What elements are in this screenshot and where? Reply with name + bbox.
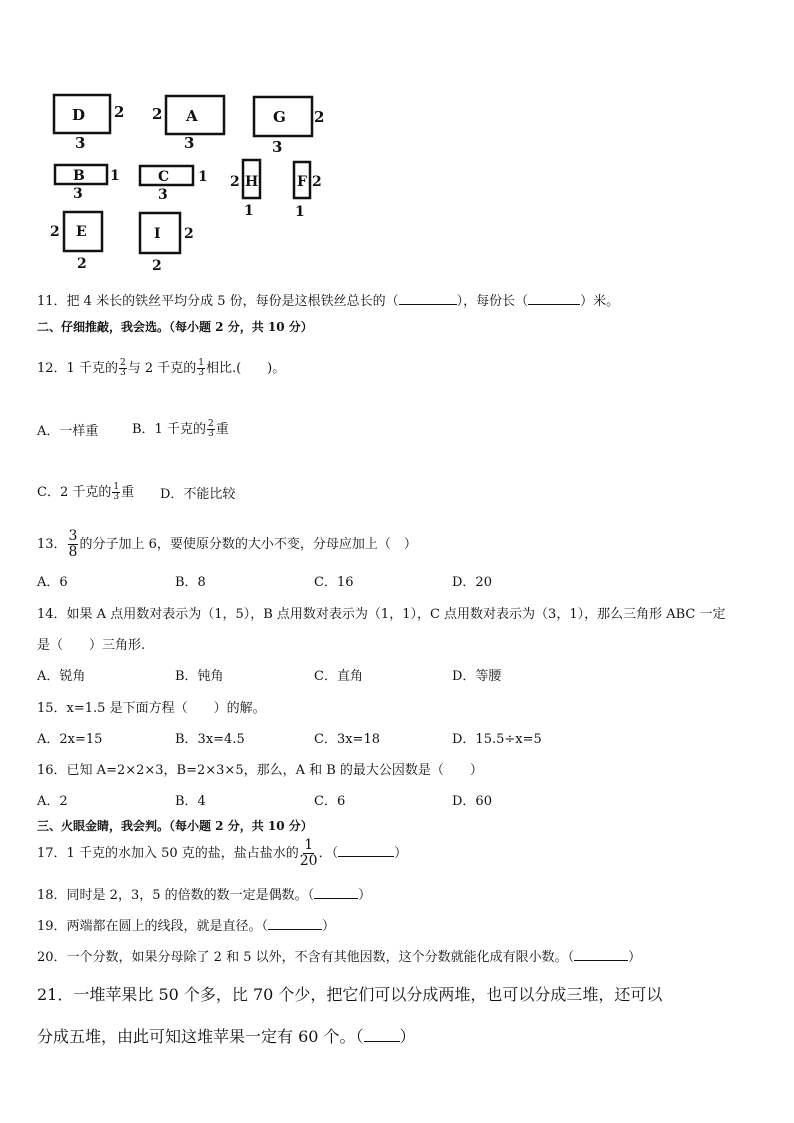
question-13: 13． $\frac{3}{8}$ 的分子加上 6，要使原分数的大小不变，分母应加上（ ） [37, 528, 417, 560]
question-17: 17．1 千克的水加入 50 克的盐，盐占盐水的 $\frac{1}{20}$ ．（ ） [37, 837, 408, 869]
rect-label: D [72, 106, 86, 124]
rect-bottom-length: 3 [75, 134, 86, 152]
option-c[interactable]: C．2 千克的 $\frac{1}{3}$ 重 [37, 482, 135, 502]
answer-blank[interactable] [364, 1027, 400, 1042]
rect-bottom-length: 3 [158, 187, 168, 203]
rect-bottom-length: 1 [295, 204, 305, 220]
question-14-line2: 是（ ）三角形. [37, 638, 146, 653]
rect-f [294, 162, 322, 220]
fraction: $\frac{2}{3}$ [119, 358, 126, 378]
rect-side-length: 2 [312, 174, 322, 190]
answer-blank[interactable] [268, 917, 322, 930]
option-d[interactable]: D．15.5÷x=5 [452, 732, 542, 747]
fraction: $\frac{1}{3}$ [113, 482, 120, 502]
rect-bottom-length: 1 [244, 203, 254, 219]
answer-blank[interactable] [338, 844, 394, 857]
option-a[interactable]: A．2x=15 [37, 732, 103, 747]
question-12: 12．1 千克的 $\frac{2}{3}$ 与 2 千克的 $\frac{1}{3}$ 相比.( )。 [37, 358, 286, 378]
fraction: $\frac{3}{8}$ [68, 528, 78, 560]
option-a[interactable]: A．一样重 [37, 424, 99, 439]
question-20: 20．一个分数，如果分母除了 2 和 5 以外，不含有其他因数，这个分数就能化成有限小数。（ ） [37, 950, 642, 965]
rect-label: B [73, 168, 85, 184]
rect-label: C [158, 169, 170, 185]
answer-blank[interactable] [399, 292, 457, 305]
rect-a [152, 96, 224, 152]
rect-label: A [186, 107, 198, 125]
rect-side-length: 2 [230, 174, 240, 190]
rect-g [254, 97, 324, 156]
question-11: 11．把 4 米长的铁丝平均分成 5 份，每份是这根铁丝总长的（ ），每份长（ ）米。 [37, 294, 620, 309]
option-a[interactable]: A．锐角 [37, 669, 86, 684]
option-d[interactable]: D．等腰 [452, 669, 502, 684]
question-18: 18．同时是 2，3，5 的倍数的数一定是偶数。（ ） [37, 888, 372, 903]
rect-bottom-length: 3 [272, 138, 283, 156]
option-b[interactable]: B．3x=4.5 [175, 732, 245, 747]
rect-side-length: 1 [110, 168, 120, 184]
fraction: $\frac{2}{3}$ [207, 419, 214, 439]
rect-c [140, 166, 208, 203]
question-21-line1: 21．一堆苹果比 50 个多，比 70 个少，把它们可以分成两堆，也可以分成三堆，还可以 [37, 985, 663, 1004]
rect-side-length: 2 [152, 105, 163, 123]
option-c[interactable]: C．16 [314, 575, 354, 590]
rectangles-figure [0, 0, 360, 280]
rect-side-length: 2 [50, 224, 60, 240]
rect-side-length: 2 [184, 226, 194, 242]
fraction: $\frac{1}{20}$ [299, 837, 318, 869]
option-b[interactable]: B．8 [175, 575, 206, 590]
option-a[interactable]: A．2 [37, 794, 68, 809]
rect-bottom-length: 3 [184, 134, 195, 152]
rect-side-length: 2 [114, 103, 125, 121]
option-d[interactable]: D．不能比较 [160, 487, 236, 502]
rect-label: E [76, 224, 87, 240]
answer-blank[interactable] [314, 886, 358, 899]
rect-bottom-length: 2 [152, 258, 162, 274]
section-title-3: 三、火眼金睛，我会判。（每小题 2 分，共 10 分） [37, 819, 313, 833]
rect-label: G [273, 108, 286, 126]
rect-i [140, 213, 194, 274]
answer-blank[interactable] [574, 948, 628, 961]
rect-bottom-length: 2 [77, 256, 87, 272]
question-14-line1: 14．如果 A 点用数对表示为（1，5），B 点用数对表示为（1，1），C 点用数对表示为（3，1），那么三角形 ABC 一定 [37, 607, 726, 622]
option-a[interactable]: A．6 [37, 575, 68, 590]
option-d[interactable]: D．60 [452, 794, 492, 809]
rect-label: F [297, 174, 307, 190]
rect-bottom-length: 3 [73, 186, 83, 202]
option-b[interactable]: B．4 [175, 794, 206, 809]
rect-h [230, 160, 260, 219]
fraction: $\frac{1}{3}$ [198, 358, 204, 378]
question-19: 19．两端都在圆上的线段，就是直径。（ ） [37, 919, 336, 934]
question-15: 15．x=1.5 是下面方程（ ）的解。 [37, 701, 266, 716]
option-b[interactable]: B．钝角 [175, 669, 224, 684]
option-b[interactable]: B．1 千克的 $\frac{2}{3}$ 重 [132, 419, 229, 439]
option-c[interactable]: C．3x=18 [314, 732, 380, 747]
rect-e [50, 212, 102, 272]
section-title-2: 二、仔细推敲，我会选。（每小题 2 分，共 10 分） [37, 320, 313, 334]
rect-label: H [245, 174, 259, 190]
option-c[interactable]: C．6 [314, 794, 346, 809]
question-21-line2: 分成五堆，由此可知这堆苹果一定有 60 个。（ ） [37, 1027, 416, 1046]
rect-side-length: 1 [198, 169, 208, 185]
rect-b [55, 165, 120, 202]
rect-d [54, 95, 124, 152]
answer-blank[interactable] [528, 292, 580, 305]
rect-label: I [154, 226, 161, 242]
question-16: 16．已知 A=2×2×3，B=2×3×5，那么，A 和 B 的最大公因数是（ ） [37, 763, 483, 778]
option-d[interactable]: D．20 [452, 575, 492, 590]
option-c[interactable]: C．直角 [314, 669, 363, 684]
rect-side-length: 2 [314, 108, 325, 126]
